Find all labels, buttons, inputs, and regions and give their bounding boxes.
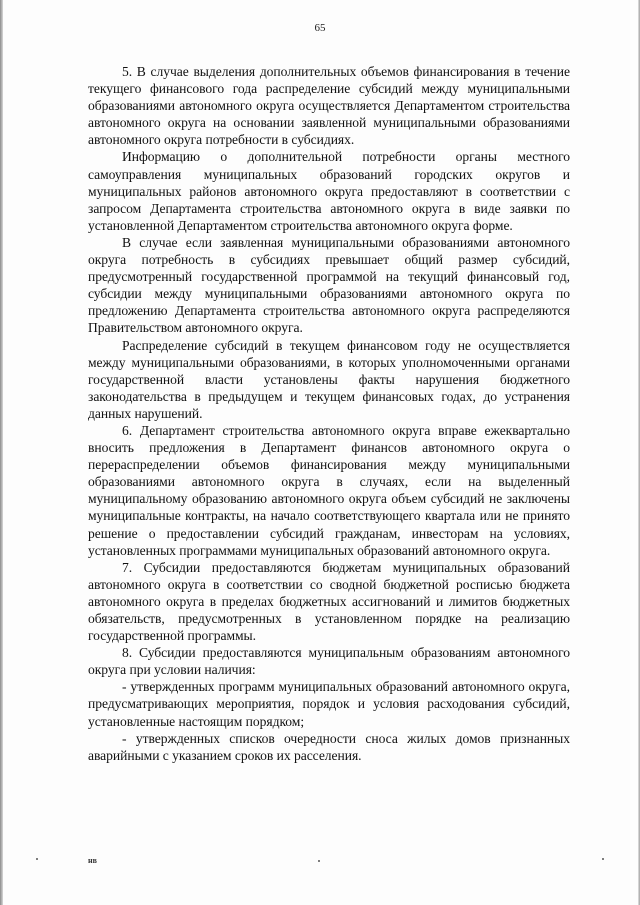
scan-speck (602, 858, 604, 860)
list-item-demolition-lists: - утвержденных списков очередности сноса жилых домов признанных аварийными с указанием сроков их расселения. (88, 730, 570, 763)
paragraph-8: 8. Субсидии предоставляются муниципальным образованиям автономного округа при условии наличия: (88, 645, 570, 678)
scan-edge-left (0, 0, 3, 905)
list-item-programs: - утвержденных программ муниципальных образований автономного округа, предусматривающих мероприятия, порядок и условия расходования субсидий, установленные настоящим порядком; (88, 679, 570, 729)
scan-speck (36, 858, 38, 860)
paragraph-additional-need: Информацию о дополнительной потребности органы местного самоуправления муниципальных образований городских округов и муниципальных районов автономного округа предоставляют в соответствии с запросом Департамента строительства автономного округа в виде заявки по установленной Департаментом строительства автономного округа форме. (88, 149, 570, 233)
paragraph-6: 6. Департамент строительства автономного округа вправе ежеквартально вносить предложения в Департамент финансов автономного округа о перераспределении объемов финансирования между муниципальными образованиями автономного округа в случаях, если на выделенный муниципальному образованию автономного округа объем субсидий не заключены муниципальные контракты, на начало соответствующего квартала или не принято решение о предоставлении субсидий гражданам, инвесторам на условиях, установленных программами муниципальных образований автономного округа. (88, 422, 570, 558)
paragraph-distribution-restriction: Распределение субсидий в текущем финансовом году не осуществляется между муниципальными образованиями, в которых уполномоченными органами государственной власти установлены факты нарушения бюджетного законодательства в предыдущем и текущем финансовых годах, до устранения данных нарушений. (88, 337, 570, 421)
paragraph-5: 5. В случае выделения дополнительных объемов финансирования в течение текущего финансового года распределение субсидий между муниципальными образованиями автономного округа осуществляется Департаментом строительства автономного округа на основании заявленной муниципальными образованиями автономного округа потребности в субсидиях. (88, 64, 570, 148)
footer-initials: нв (88, 856, 97, 865)
paragraph-7: 7. Субсидии предоставляются бюджетам муниципальных образований автономного округа в соответствии со сводной бюджетной росписью бюджета автономного округа в пределах бюджетных ассигнований и лимитов бюджетных обязательств, предусмотренных в установленном порядке на реализацию государственной программы. (88, 559, 570, 644)
page-number: 65 (314, 22, 326, 34)
document-body (88, 63, 570, 764)
paragraph-excess-need: В случае если заявленная муниципальными образованиями автономного округа потребность в субсидиях превышает общий размер субсидий, предусмотренный государственной программой на текущий финансовый год, субсидии между муниципальными образованиями автономного округа по предложению Департамента строительства автономного округа распределяются Правительством автономного округа. (88, 234, 570, 336)
scan-speck (318, 860, 320, 862)
